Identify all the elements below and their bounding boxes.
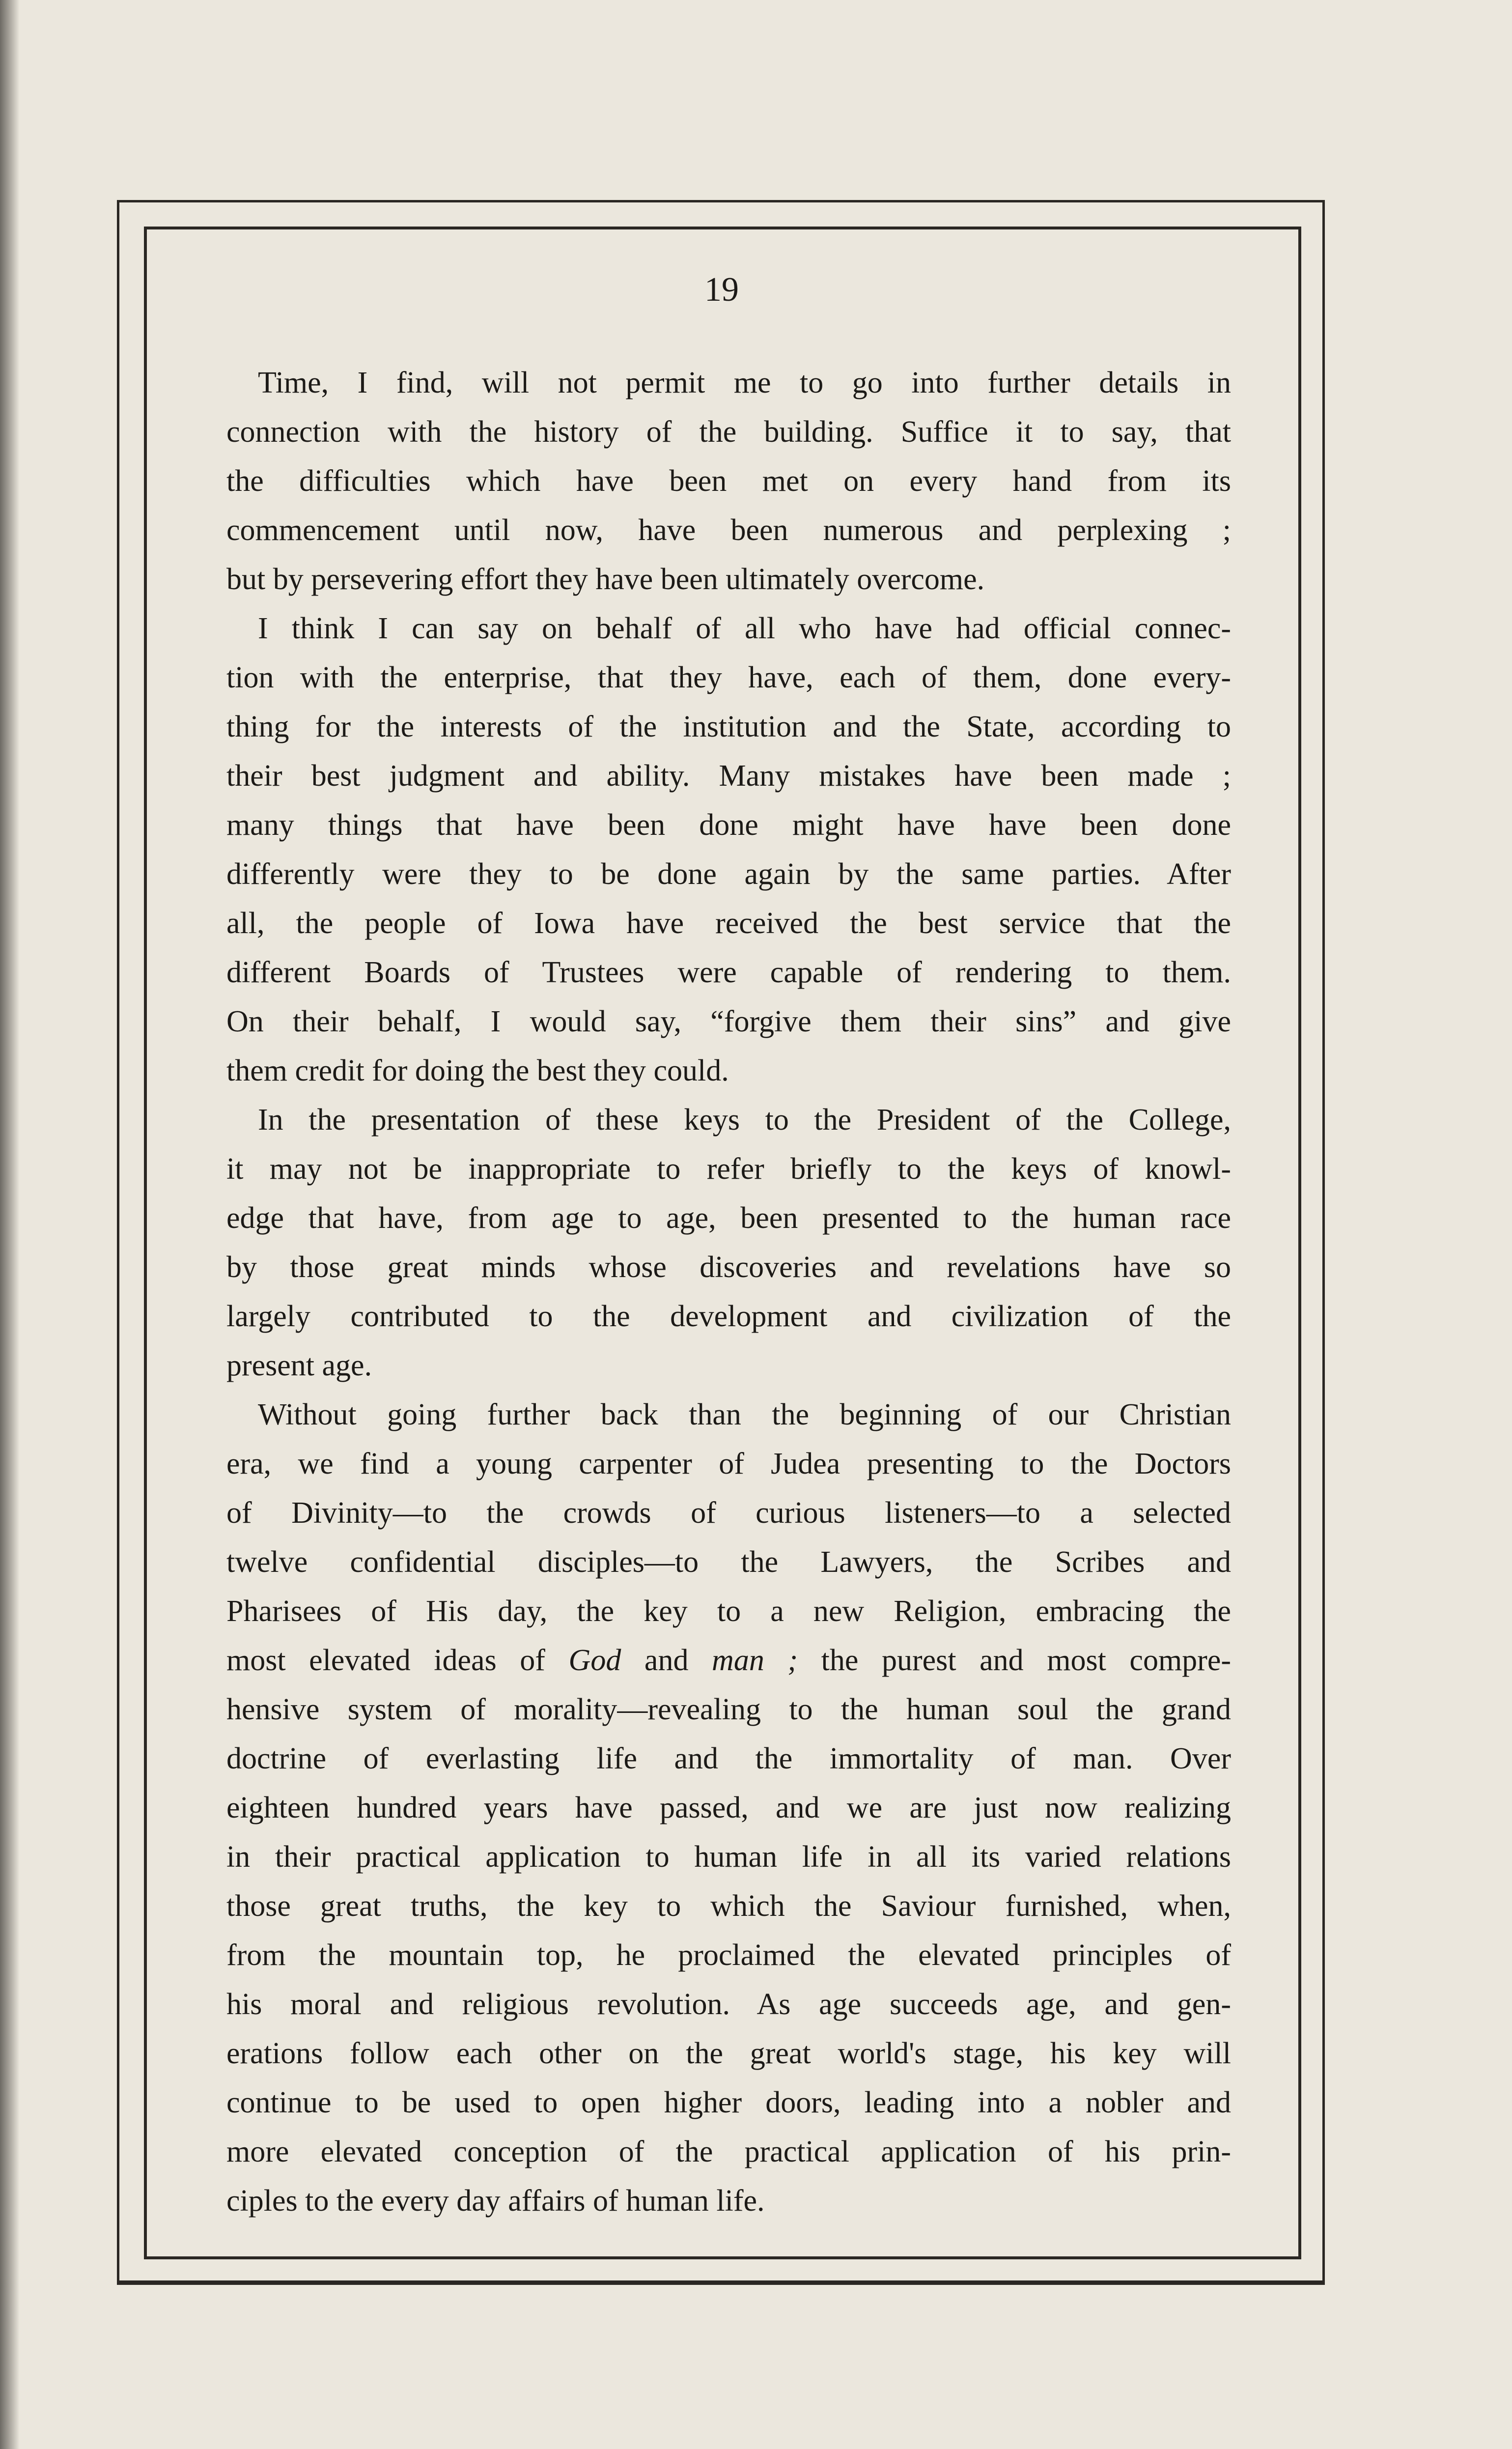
text-line: many things that have been done might have have been done (226, 808, 1231, 842)
text-line: but by persevering effort they have been ultimately overcome. (226, 563, 985, 596)
text-line: era, we find a young carpenter of Judea presenting to the Doctors (226, 1447, 1231, 1481)
paragraph (226, 604, 1231, 1095)
text-line: them credit for doing the best they could. (226, 1054, 729, 1087)
text-line: edge that have, from age to age, been presented to the human race (226, 1201, 1231, 1235)
text-line: of Divinity—to the crowds of curious listeners—to a selected (226, 1496, 1231, 1530)
text-line: continue to be used to open higher doors, leading into a nobler and (226, 2086, 1231, 2119)
paragraph (226, 1095, 1231, 1390)
text-line: the difficulties which have been met on every hand from its (226, 464, 1231, 498)
text-line: ciples to the every day affairs of human life. (226, 2184, 765, 2218)
text-line: by those great minds whose discoveries and revelations have so (226, 1251, 1231, 1284)
text-line: thing for the interests of the institution and the State, according to (226, 710, 1231, 743)
text-line: those great truths, the key to which the Saviour furnished, when, (226, 1889, 1231, 1923)
text-line: hensive system of morality—revealing to the human soul the grand (226, 1693, 1231, 1726)
text-segment: the purest and most compre- (798, 1644, 1231, 1677)
text-line: eighteen hundred years have passed, and we are just now realizing (226, 1791, 1231, 1824)
text-line: doctrine of everlasting life and the immortality of man. Over (226, 1742, 1231, 1775)
text-line: it may not be inappropriate to refer briefly to the keys of knowl- (226, 1152, 1231, 1186)
text-line: In the presentation of these keys to the President of the College, (258, 1103, 1231, 1137)
text-line: present age. (226, 1349, 372, 1382)
text-line: their best judgment and ability. Many mistakes have been made ; (226, 759, 1231, 793)
italic-text: God (568, 1644, 621, 1677)
text-line: I think I can say on behalf of all who have had official connec- (258, 612, 1231, 645)
body-text (226, 358, 1231, 2225)
text-segment: and (621, 1644, 712, 1677)
text-line: connection with the history of the building. Suffice it to say, that (226, 415, 1231, 449)
text-line: his moral and religious revolution. As age succeeds age, and gen- (226, 1988, 1231, 2021)
paragraph (226, 1390, 1231, 2225)
text-line: Without going further back than the beginning of our Christian (258, 1398, 1231, 1431)
text-line: all, the people of Iowa have received the best service that the (226, 907, 1231, 940)
book-spine-shadow (0, 0, 20, 2449)
text-line: twelve confidential disciples—to the Lawyers, the Scribes and (226, 1545, 1231, 1579)
text-line (226, 1636, 1231, 1685)
text-line: Time, I find, will not permit me to go into further details in (258, 366, 1231, 399)
text-line: On their behalf, I would say, “forgive them their sins” and give (226, 1005, 1231, 1038)
text-segment: most elevated ideas of (226, 1644, 569, 1677)
text-line: differently were they to be done again by the same parties. After (226, 857, 1231, 891)
text-line: tion with the enterprise, that they have, each of them, done every- (226, 661, 1231, 694)
text-line: different Boards of Trustees were capable of rendering to them. (226, 956, 1231, 989)
text-line: largely contributed to the development and civilization of the (226, 1300, 1231, 1333)
text-line: more elevated conception of the practical application of his prin- (226, 2135, 1231, 2168)
text-line: commencement until now, have been numerous and perplexing ; (226, 513, 1231, 547)
page-number: 19 (704, 271, 739, 309)
text-line: Pharisees of His day, the key to a new Religion, embracing the (226, 1595, 1231, 1628)
text-line: erations follow each other on the great world's stage, his key will (226, 2037, 1231, 2070)
italic-text: man ; (712, 1644, 798, 1677)
paragraph (226, 358, 1231, 604)
text-line: from the mountain top, he proclaimed the elevated principles of (226, 1938, 1231, 1972)
text-line: in their practical application to human life in all its varied relations (226, 1840, 1231, 1874)
